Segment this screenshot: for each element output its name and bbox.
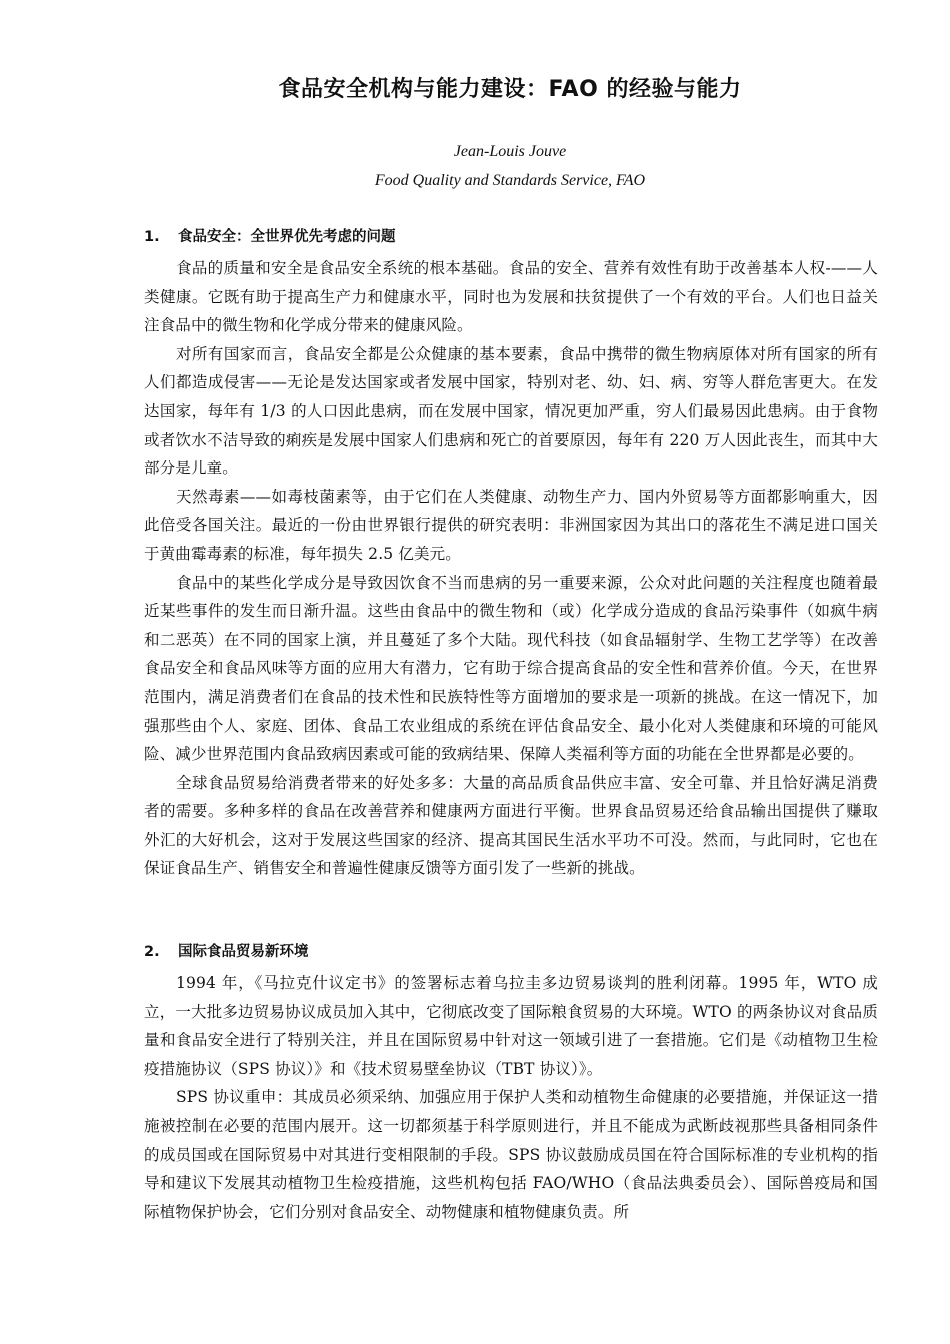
- paragraph: 食品的质量和安全是食品安全系统的根本基础。食品的安全、营养有效性有助于改善基本人权-——人类健康。它既有助于提高生产力和健康水平，同时也为发展和扶贫提供了一个有效的平台。人们也日益关注食品中的微生物和化学成分带来的健康风险。: [144, 259, 878, 335]
- paragraph: 1994 年，《马拉克什议定书》的签署标志着乌拉圭多边贸易谈判的胜利闭幕。1995 年，WTO 成立，一大批多边贸易协议成员加入其中，它彻底改变了国际粮食贸易的大环境。WTO 的两条协议对食品质量和食品安全进行了特别关注，并且在国际贸易中针对这一领域引进了一套措施。它们是《动植物卫生检疫措施协议（SPS 协议）》和《技术贸易壁垒协议（TBT 协议）》。: [144, 974, 878, 1078]
- section-body-2: [144, 969, 878, 1226]
- document-title: 食品安全机构与能力建设：FAO 的经验与能力: [278, 77, 742, 102]
- author-affiliation: Food Quality and Standards Service, FAO: [374, 172, 646, 189]
- section-title-1: 食品安全：全世界优先考虑的问题: [178, 229, 396, 245]
- paragraph: 对所有国家而言，食品安全都是公众健康的基本要素，食品中携带的微生物病原体对所有国家的所有人们都造成侵害——无论是发达国家或者发展中国家，特别对老、幼、妇、病、穷等人群危害更大。在发达国家，每年有 1/3 的人口因此患病，而在发展中国家，情况更加严重，穷人们最易因此患病。由于食物或者饮水不洁导致的痢疾是发展中国家人们患病和死亡的首要原因，每年有 220 万人因此丧生，而其中大部分是儿童。: [144, 344, 878, 478]
- section-number-1: 1.: [144, 229, 160, 245]
- paragraph: 全球食品贸易给消费者带来的好处多多：大量的高品质食品供应丰富、安全可靠、并且恰好满足消费者的需要。多种多样的食品在改善营养和健康两方面进行平衡。世界食品贸易还给食品输出国提供了赚取外汇的大好机会，这对于发展这些国家的经济、提高其国民生活水平功不可没。然而，与此同时，它也在保证食品生产、销售安全和普遍性健康反馈等方面引发了一些新的挑战。: [144, 773, 878, 878]
- section-heading-1: [144, 226, 396, 248]
- paragraph: 食品中的某些化学成分是导致因饮食不当而患病的另一重要来源，公众对此问题的关注程度也随着最近某些事件的发生而日渐升温。这些由食品中的微生物和（或）化学成分造成的食品污染事件（如疯牛病和二恶英）在不同的国家上演，并且蔓延了多个大陆。现代科技（如食品辐射学、生物工艺学等）在改善食品安全和食品风味等方面的应用大有潜力，它有助于综合提高食品的安全性和营养价值。今天，在世界范围内，满足消费者们在食品的技术性和民族特性等方面增加的要求是一项新的挑战。在这一情况下，加强那些由个人、家庭、团体、食品工农业组成的系统在评估食品安全、最小化对人类健康和环境的可能风险、减少世界范围内食品致病因素或可能的致病结果、保障人类福利等方面的功能在全世界都是必要的。: [144, 573, 878, 764]
- section-title-2: 国际食品贸易新环境: [178, 944, 309, 960]
- paragraph: SPS 协议重申：其成员必须采纳、加强应用于保护人类和动植物生命健康的必要措施，并保证这一措施被控制在必要的范围内展开。这一切都须基于科学原则进行，并且不能成为武断歧视那些具备相同条件的成员国或在国际贸易中对其进行变相限制的手段。SPS 协议鼓励成员国在符合国际标准的专业机构的指导和建议下发展其动植物卫生检疫措施，这些机构包括 FAO/WHO（食品法典委员会）、国际兽疫局和国际植物保护协会，它们分别对食品安全、动物健康和植物健康负责。所: [144, 1088, 878, 1221]
- section-heading-2: [144, 941, 309, 963]
- author-name: Jean-Louis Jouve: [453, 143, 567, 160]
- paragraph: 天然毒素——如毒枝菌素等，由于它们在人类健康、动物生产力、国内外贸易等方面都影响重大，因此倍受各国关注。最近的一份由世界银行提供的研究表明：非洲国家因为其出口的落花生不满足进口国关于黄曲霉毒素的标准，每年损失 2.5 亿美元。: [144, 487, 878, 563]
- section-number-2: 2.: [144, 944, 160, 960]
- section-body-1: [144, 254, 878, 883]
